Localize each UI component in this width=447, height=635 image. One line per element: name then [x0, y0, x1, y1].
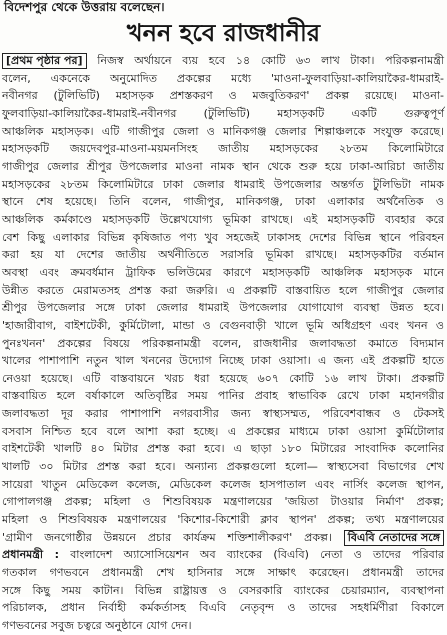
article-body [2, 52, 444, 635]
article-line: পরিচালক, প্রধান নির্বাহী কর্মকর্তাসহ বিএবি নেতৃবৃন্দ ও তাদের সহধর্মিণীরা বিকালে [2, 601, 444, 615]
article-line: বসবাস নিশ্চিত হবে বলে আশা করা হচ্ছে। এ প্রকল্পের মাধ্যমে ঢাকা ওয়াসা কুর্মিটোলার [2, 424, 444, 438]
article-line: 'হাজারীবাগ, বাইশটেকী, কুর্মিটোলা, মান্ডা ও বেগুনবাড়ী খালে ভূমি অধিগ্রহণ এবং খনন ও [2, 318, 444, 332]
article-line: আঞ্চলিক কর্মকাণ্ডে মহাসড়কটি উল্লেখযোগ্য ভূমিকা রাখছে। এই মহাসড়কটি ব্যবহার করে [2, 212, 444, 226]
article-line: খালটি ৩০ মিটার প্রশস্ত করা হবে। অন্যান্য প্রকল্পগুলো হলো— স্বাস্থ্যসেবা বিভাগের শেখ [2, 460, 444, 474]
article-line-text: বাংলাদেশ অ্যাসোসিয়েশন অব ব্যাংকের (বিএবি) নেতা ও তাদের পরিবার [70, 548, 444, 562]
article-line: গতকাল গণভবনে প্রধানমন্ত্রী শেখ হাসিনার সঙ্গে সাক্ষাৎ করেছেন। প্রধানমন্ত্রী তাদের [2, 566, 444, 580]
article-line: শ্রীপুর উপজেলার সঙ্গে ঢাকা জেলার ধামরাই উপজেলার যোগাযোগ ব্যবস্থা উন্নত হবে। [2, 301, 444, 315]
article-line: করা হয় যা দেশের জাতীয় অর্থনীতিতে সরাসরি ভূমিকা রাখছে। মহাসড়কটির বর্তমান [2, 248, 444, 262]
article-line: গাজীপুর জেলার শ্রীপুর উপজেলার মাওনা নামক স্থান থেকে শুরু হয়ে ঢাকা-আরিচা জাতীয় [2, 159, 444, 173]
article-line: খালের পাশাপাশি নতুন খাল খননের উদ্যোগ নিচ্ছে ঢাকা ওয়াসা। এ জন্য এই প্রকল্পটি হাতে [2, 354, 444, 368]
continuation-label: [প্রথম পৃষ্ঠার পর] [2, 53, 87, 69]
subheading-speaker: প্রধানমন্ত্রী : [2, 548, 59, 562]
article-line: মহিলা ও শিশুবিষয়ক মন্ত্রণালয়ের 'কিশোর-কিশোরী ক্লাব স্থাপন' প্রকল্প; তথ্য মন্ত্রণালয়ের [2, 513, 444, 527]
article-line: জলাবদ্ধতা দূর করার পাশাপাশি নগরবাসীর জন্য স্বাস্থ্যসম্মত, পরিবেশবান্ধব ও টেকসই [2, 407, 444, 421]
article-line: অবস্থা এবং ক্রমবর্ধমান ট্রাফিক ভলিউমের কারণে মহাসড়কটি আঞ্চলিক মহাসড়ক মানে [2, 265, 444, 279]
article-line: স্থানে শেষ হয়েছে। তিনি বলেন, গাজীপুর, মানিকগঞ্জ, ঢাকা এলাকার অর্থনৈতিক ও [2, 195, 444, 209]
article-line: গণভবনের সবুজ চত্বরে অনুষ্ঠানে যোগ দেন। [2, 619, 192, 632]
article-line: সায়েরা খাতুন মেডিকেল কলেজ, মেডিকেল কলেজ হাসপাতাল এবং নার্সিং কলেজ স্থাপন, [2, 477, 444, 491]
article-headline: খনন হবে রাজধানীর [126, 19, 321, 47]
article-line: বাইশটেকী খালটি ৪০ মিটার প্রশস্ত করা হবে। এ ছাড়া ১৮০ মিটারের সাংবাদিক কলোনির [2, 442, 444, 456]
subheading-box: বিএবি নেতাদের সঙ্গে [344, 530, 444, 546]
previous-article-fragment: বিদেশপুর থেকে উত্তরায় বলেছেন। [4, 0, 165, 14]
article-line: বলেন, একনেকে অনুমোদিত প্রকল্পের মধ্যে 'মাওনা-ফুলবাড়িয়া-কালিয়াকৈর-ধামরাই- [2, 71, 444, 85]
article-line: নেওয়া হয়েছে। এটি বাস্তবায়নে খরচ ধরা হয়েছে ৬০৭ কোটি ১৬ লাখ টাকা। প্রকল্পটি [2, 371, 444, 385]
article-line: আঞ্চলিক মহাসড়ক। এটি গাজীপুর জেলা ও মানিকগঞ্জ জেলার শিল্পাঞ্চলকে সংযুক্ত করেছে। [2, 124, 444, 138]
article-line: পুনঃখনন' প্রকল্পের বিষয়ে পরিকল্পনামন্ত্রী বলেন, রাজধানীর জলাবদ্ধতা কমাতে বিদ্যমান [2, 336, 444, 350]
article-line: গোপালগঞ্জ প্রকল্প; মহিলা ও শিশুবিষয়ক মন্ত্রণালয়ের 'জয়িতা টাওয়ার নির্মাণ' প্রকল্প; [2, 495, 444, 509]
article-line: সঙ্গে কিছু সময় কাটান। বিভিন্ন রাষ্ট্রায়ত্ত ও বেসরকারি ব্যাংকের চেয়ারম্যান, ব্যবস্থাপনা [2, 583, 444, 597]
article-line: বাস্তবায়িত হলে বর্ষাকালে অতিবৃষ্টির সময় পানির প্রবাহ স্বাভাবিক রেখে ঢাকা মহানগরীর [2, 389, 444, 403]
article-line-text: 'গ্রামীণ জনগোষ্ঠীর উন্নয়নে প্রচার কার্যক্রম শক্তিশালীকরণ' প্রকল্প। [2, 530, 332, 544]
article-line [2, 529, 444, 547]
article-line: মহাসড়কটি জয়দেবপুর-মাওনা-ময়মনসিংহ জাতীয় মহাসড়কের ২৮তম কিলোমিটারে [2, 142, 444, 156]
article-line: নবীনগর (টুলিভিটি) মহাসড়ক প্রশস্তকরণ ও মজবুতিকরণ' প্রকল্প রয়েছে। মাওনা- [2, 89, 444, 103]
article-line [2, 546, 444, 564]
article-line: ফুলবাড়িয়া-কালিয়াকৈর-ধামরাই-নবীনগর (টুলিভিটি) মহাসড়কটি একটি গুরুত্বপূর্ণ [2, 106, 444, 120]
article-line: মহাসড়কের ২৮তম কিলোমিটারে ঢাকা জেলার ধামরাই উপজেলার অন্তর্গত টুলিভিটা নামক [2, 177, 444, 191]
article-line-text: নিজস্ব অর্থায়নে ব্যয় হবে ১৪ কোটি ৬৩ লাখ টাকা। পরিকল্পনামন্ত্রী [97, 54, 445, 67]
article-line: বেশ কিছু এলাকার বিভিন্ন কৃষিজাত পণ্য খুব সহজেই ঢাকাসহ দেশের বিভিন্ন স্থানে পরিবহন [2, 230, 444, 244]
article-line [2, 52, 444, 70]
article-line: উন্নীত করতে মেরামতসহ প্রশস্ত করা জরুরি। এ প্রকল্পটি বাস্তবায়িত হলে গাজীপুর জেলার [2, 283, 444, 297]
